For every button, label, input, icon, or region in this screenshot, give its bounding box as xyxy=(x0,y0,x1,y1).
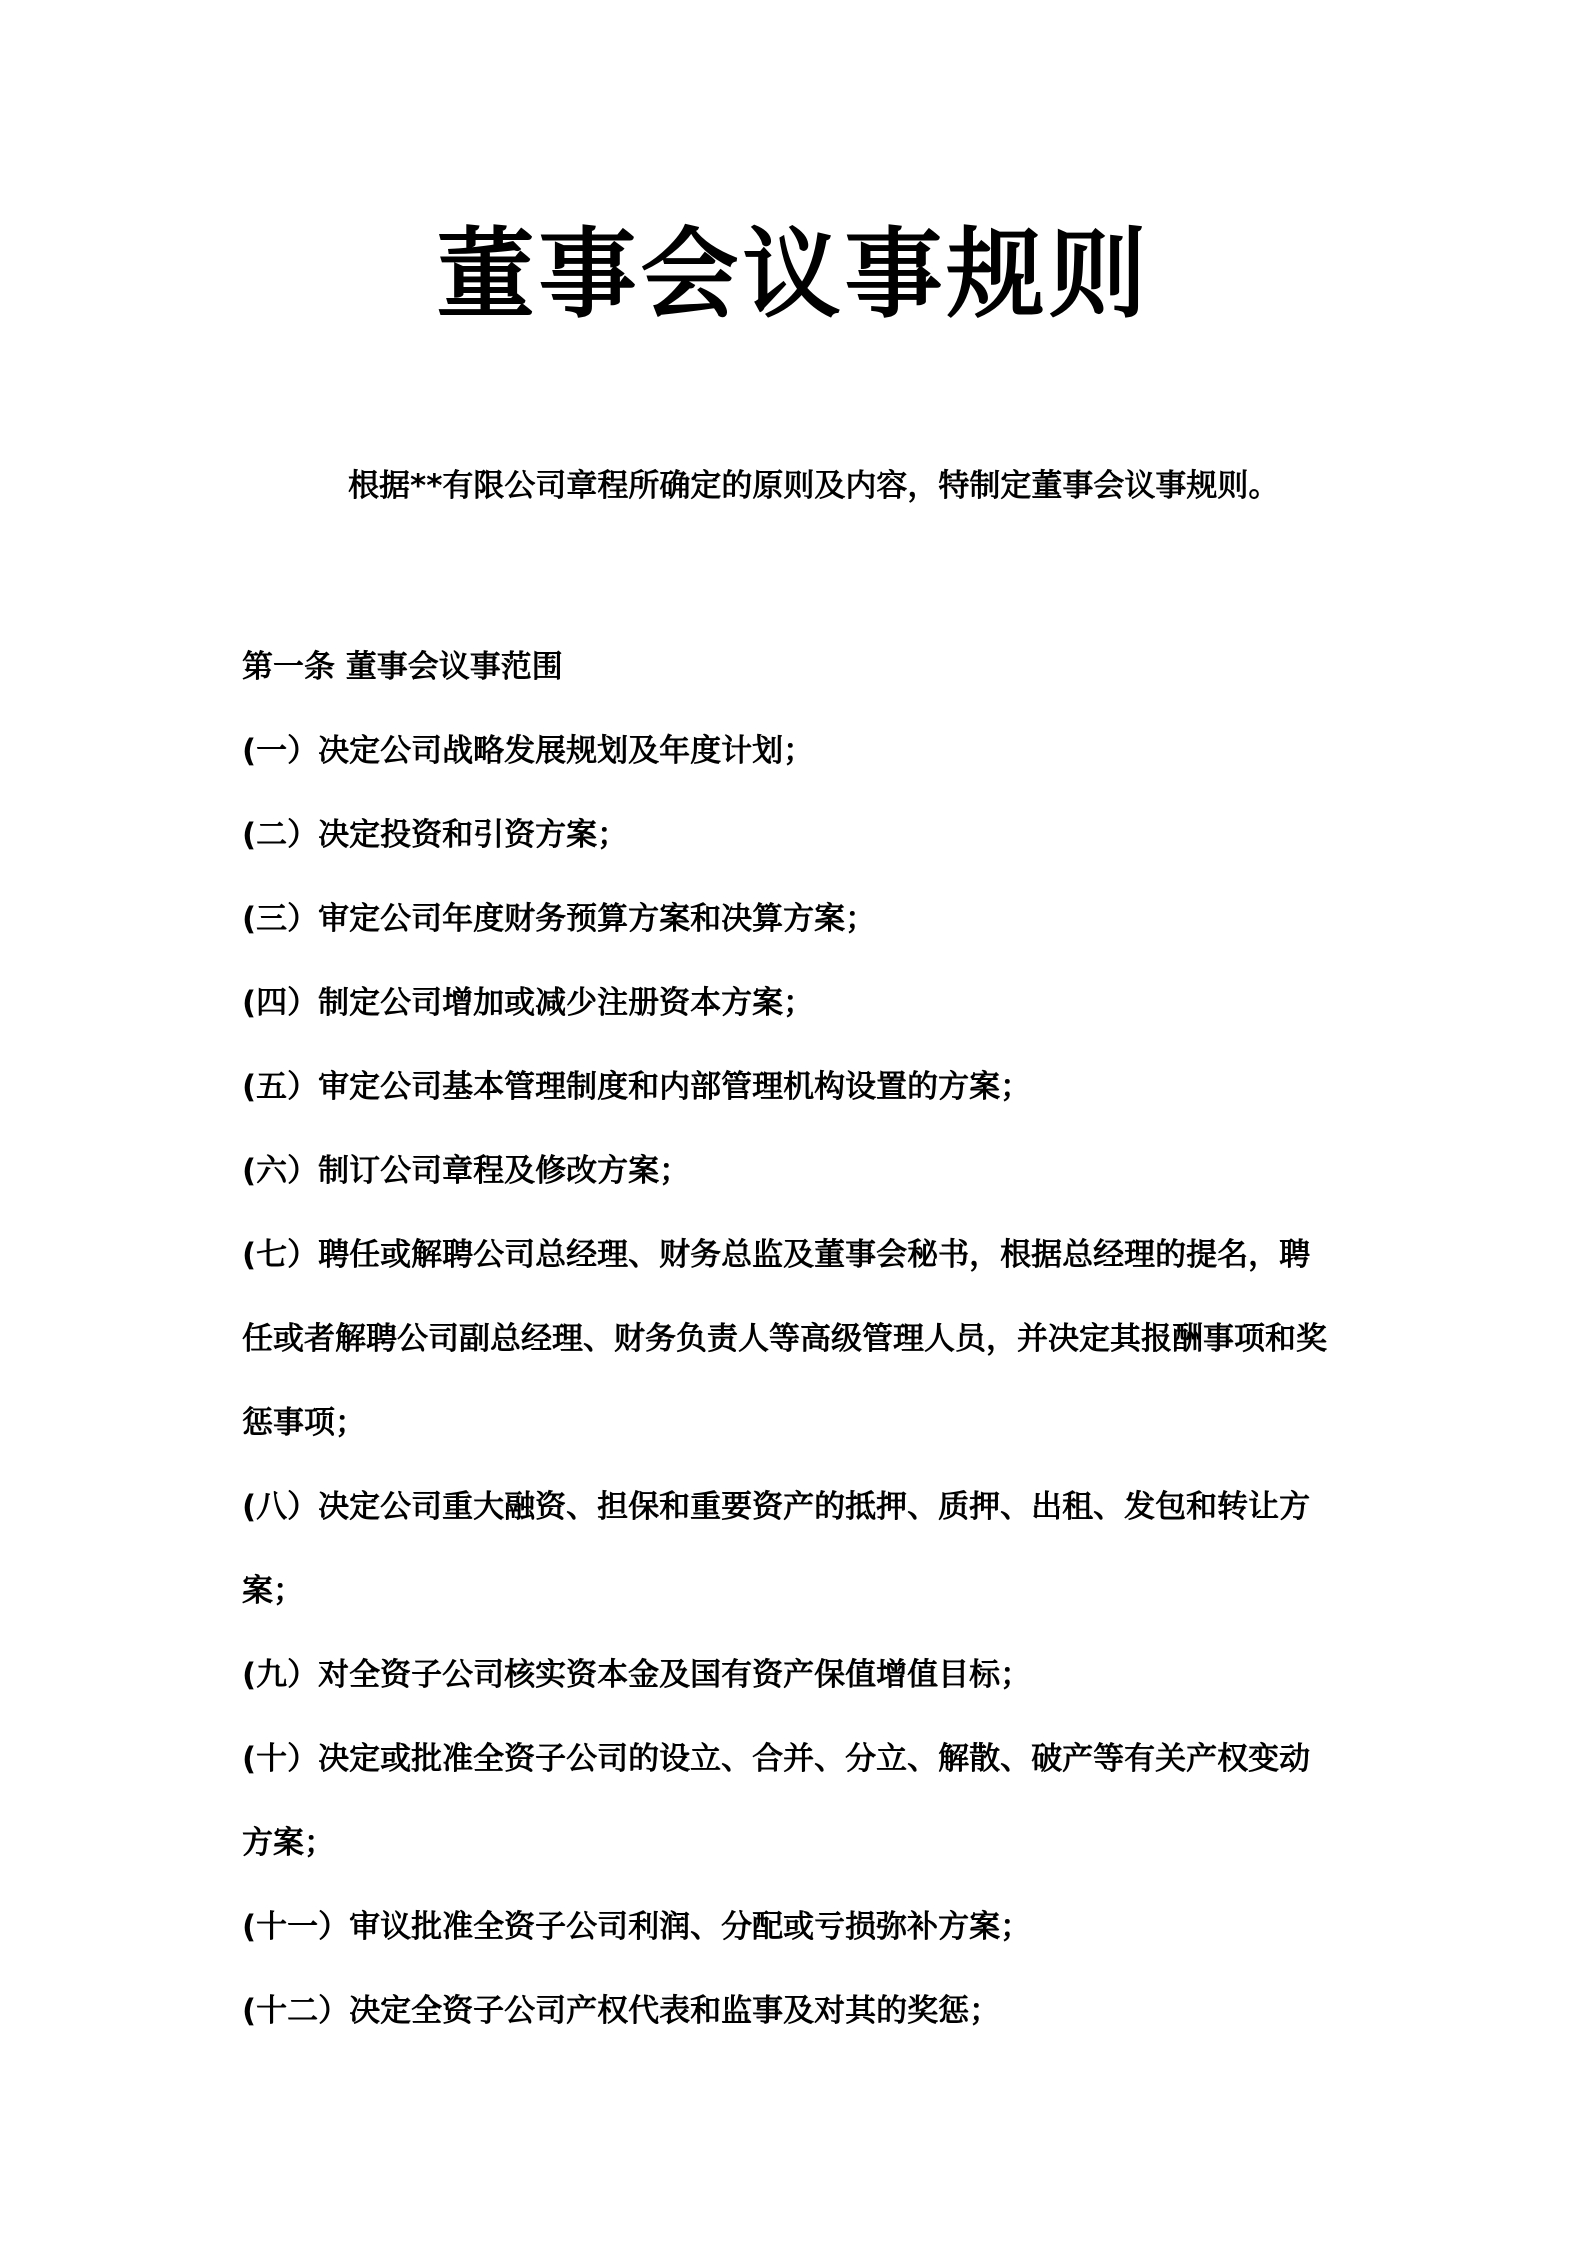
clause-line: (十）决定或批准全资子公司的设立、合并、分立、解散、破产等有关产权变动 xyxy=(242,1741,1311,1777)
clause-line: (一）决定公司战略发展规划及年度计划； xyxy=(242,733,815,769)
clause-line: (九）对全资子公司核实资本金及国有资产保值增值目标； xyxy=(242,1657,1032,1693)
clause-line: 方案； xyxy=(242,1825,335,1861)
clause-line: 任或者解聘公司副总经理、财务负责人等高级管理人员，并决定其报酬事项和奖 xyxy=(242,1321,1327,1357)
clause-line: (八）决定公司重大融资、担保和重要资产的抵押、质押、出租、发包和转让方 xyxy=(242,1489,1311,1525)
clause-line: (六）制订公司章程及修改方案； xyxy=(242,1153,691,1189)
section-body xyxy=(242,625,1357,2053)
section-heading: 第一条 董事会议事范围 xyxy=(242,649,563,685)
clause-line: (四）制定公司增加或减少注册资本方案； xyxy=(242,985,815,1021)
clause-line: 惩事项； xyxy=(242,1405,366,1441)
clause-line: (十一）审议批准全资子公司利润、分配或亏损弥补方案； xyxy=(242,1909,1032,1945)
clause-line: (二）决定投资和引资方案； xyxy=(242,817,629,853)
page-title: 董事会议事规则 xyxy=(436,218,1151,332)
clause-line: (五）审定公司基本管理制度和内部管理机构设置的方案； xyxy=(242,1069,1032,1105)
clause-line: (七）聘任或解聘公司总经理、财务总监及董事会秘书，根据总经理的提名，聘 xyxy=(242,1237,1311,1273)
clause-line: (三）审定公司年度财务预算方案和决算方案； xyxy=(242,901,877,937)
intro-paragraph: 根据**有限公司章程所确定的原则及内容，特制定董事会议事规则。 xyxy=(348,468,1280,504)
clause-line: 案； xyxy=(242,1573,304,1609)
clause-line: (十二）决定全资子公司产权代表和监事及对其的奖惩； xyxy=(242,1993,1001,2029)
